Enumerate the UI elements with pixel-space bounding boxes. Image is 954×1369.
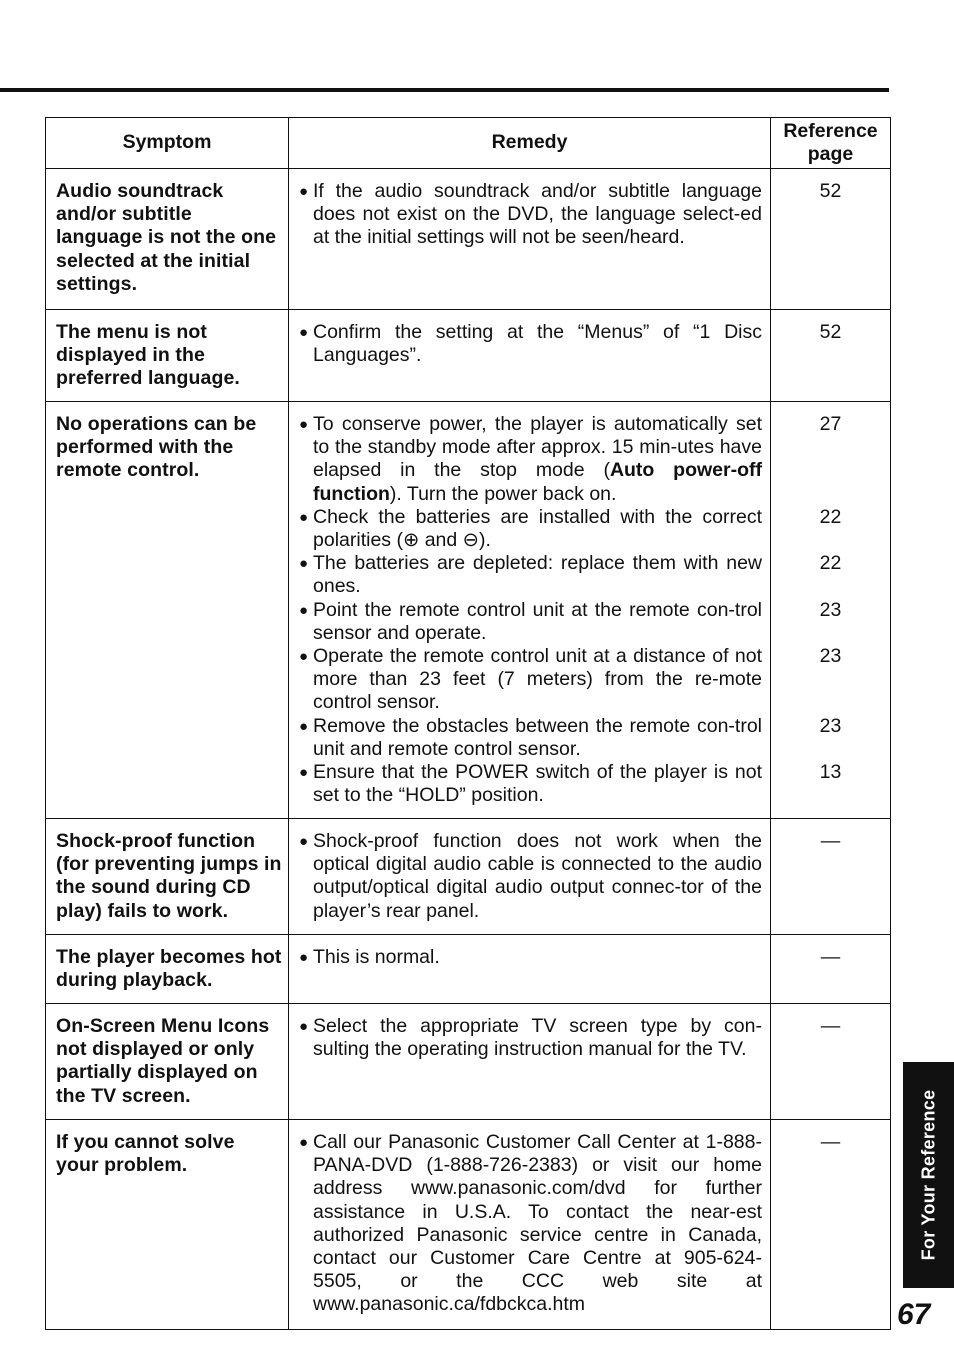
reference-cell xyxy=(771,819,891,935)
table-row xyxy=(46,819,891,935)
remedy-cell xyxy=(289,819,771,935)
table-header-row xyxy=(46,118,891,169)
remedy-item xyxy=(299,506,762,552)
remedy-cell xyxy=(289,935,771,1004)
reference-page-value: 23 xyxy=(819,644,842,667)
remedy-item xyxy=(299,180,762,250)
header-symptom: Symptom xyxy=(46,118,289,169)
reference-page-value: — xyxy=(820,946,841,968)
table-row xyxy=(46,935,891,1004)
remedy-item xyxy=(299,1015,762,1061)
reference-page-value: — xyxy=(820,830,841,852)
table-row xyxy=(46,402,891,819)
top-rule xyxy=(0,88,889,92)
remedy-item xyxy=(299,599,762,645)
section-tab xyxy=(903,1062,954,1288)
bullet-icon: ● xyxy=(299,764,309,782)
symptom-cell: Shock-proof function (for preventing jumps in the sound during CD play) fails to work. xyxy=(46,819,289,935)
remedy-text: Select the appropriate TV screen type by con-sulting the operating instruction manual for the TV. xyxy=(313,1015,762,1061)
reference-cell xyxy=(771,1004,891,1120)
section-tab-label: For Your Reference xyxy=(918,1089,938,1261)
bullet-icon: ● xyxy=(299,1134,309,1151)
remedy-text: Check the batteries are installed with the correct polarities (⊕ and ⊖). xyxy=(313,505,762,552)
bullet-icon: ● xyxy=(299,183,309,200)
table-row xyxy=(46,1120,891,1330)
remedy-item xyxy=(299,715,762,761)
symptom-cell: If you cannot solve your problem. xyxy=(46,1120,289,1330)
bullet-icon: ● xyxy=(299,555,309,573)
remedy-item xyxy=(299,552,762,598)
remedy-text: Operate the remote control unit at a distance of not more than 23 feet (7 meters) from the re-mote control sensor. xyxy=(313,645,762,714)
remedy-text: If the audio soundtrack and/or subtitle language does not exist on the DVD, the language select-ed at the initial settings will not be seen/heard. xyxy=(313,180,762,249)
reference-cell xyxy=(771,169,891,310)
symptom-cell: The player becomes hot during playback. xyxy=(46,935,289,1004)
remedy-cell xyxy=(289,402,771,819)
reference-cell xyxy=(771,310,891,402)
bullet-icon: ● xyxy=(299,416,309,433)
header-reference-page: Reference page xyxy=(771,118,891,169)
auto-power-off-term: Auto power-off function xyxy=(313,459,762,505)
reference-cell xyxy=(771,935,891,1004)
remedy-text: Ensure that the POWER switch of the player is not set to the “HOLD” position. xyxy=(313,761,762,807)
remedy-item xyxy=(299,413,762,506)
reference-page-value: — xyxy=(820,1131,841,1153)
troubleshooting-table xyxy=(45,117,891,1330)
remedy-item xyxy=(299,645,762,715)
symptom-cell: The menu is not displayed in the preferred language. xyxy=(46,310,289,402)
reference-page-value: 23 xyxy=(819,714,842,737)
reference-page-value: 23 xyxy=(819,598,842,621)
symptom-cell: Audio soundtrack and/or subtitle language is not the one selected at the initial settings. xyxy=(46,169,289,310)
reference-page-value: 22 xyxy=(819,552,842,575)
remedy-text: To conserve power, the player is automatically set to the standby mode after approx. 15 min-utes have elapsed in the stop mode (Auto power-off function). Turn the power back on. xyxy=(313,413,762,505)
remedy-item xyxy=(299,946,762,969)
remedy-cell xyxy=(289,310,771,402)
header-remedy: Remedy xyxy=(289,118,771,169)
remedy-item xyxy=(299,321,762,367)
bullet-icon: ● xyxy=(299,717,309,735)
reference-page-value: 52 xyxy=(819,180,842,202)
page-number: 67 xyxy=(897,1298,931,1331)
symptom-cell: On-Screen Menu Icons not displayed or only partially displayed on the TV screen. xyxy=(46,1004,289,1120)
bullet-icon: ● xyxy=(299,324,309,341)
remedy-item xyxy=(299,761,762,807)
reference-cell xyxy=(771,402,891,819)
remedy-text: Shock-proof function does not work when the optical digital audio cable is connected to the audio output/optical digital audio output connec-tor of the player’s rear panel. xyxy=(313,830,762,922)
reference-cell xyxy=(771,1120,891,1330)
reference-page-value: 22 xyxy=(819,505,842,528)
remedy-cell xyxy=(289,1120,771,1330)
remedy-text: Remove the obstacles between the remote con-trol unit and remote control sensor. xyxy=(313,714,762,760)
symptom-cell: No operations can be performed with the remote control. xyxy=(46,402,289,819)
remedy-text: Call our Panasonic Customer Call Center at 1-888-PANA-DVD (1-888-726-2383) or visit our home address www.panasonic.com/dvd for further assistance in U.S.A. To contact the near-est authorized Panasonic service centre in Canada, contact our Customer Care Centre at 905-624-5505, or the CCC web site at www.panasonic.ca/fdbckca.htm xyxy=(313,1131,762,1316)
remedy-text: Confirm the setting at the “Menus” of “1 Disc Languages”. xyxy=(313,321,762,367)
bullet-icon: ● xyxy=(299,833,309,850)
bullet-icon: ● xyxy=(299,949,309,966)
remedy-text: Point the remote control unit at the remote con-trol sensor and operate. xyxy=(313,598,762,644)
bullet-icon: ● xyxy=(299,601,309,619)
reference-page-value: 13 xyxy=(819,760,842,783)
table-row xyxy=(46,1004,891,1120)
remedy-text: This is normal. xyxy=(313,946,440,968)
table-row xyxy=(46,169,891,310)
reference-page-value: — xyxy=(820,1015,841,1037)
bullet-icon: ● xyxy=(299,1018,309,1035)
bullet-icon: ● xyxy=(299,508,309,526)
bullet-icon: ● xyxy=(299,648,309,666)
remedy-item xyxy=(299,830,762,923)
remedy-cell xyxy=(289,1004,771,1120)
reference-page-value: 27 xyxy=(819,413,842,435)
reference-page-value: 52 xyxy=(819,321,842,343)
remedy-cell xyxy=(289,169,771,310)
remedy-item xyxy=(299,1131,762,1317)
table-row xyxy=(46,310,891,402)
remedy-text: The batteries are depleted: replace them with new ones. xyxy=(313,552,762,598)
